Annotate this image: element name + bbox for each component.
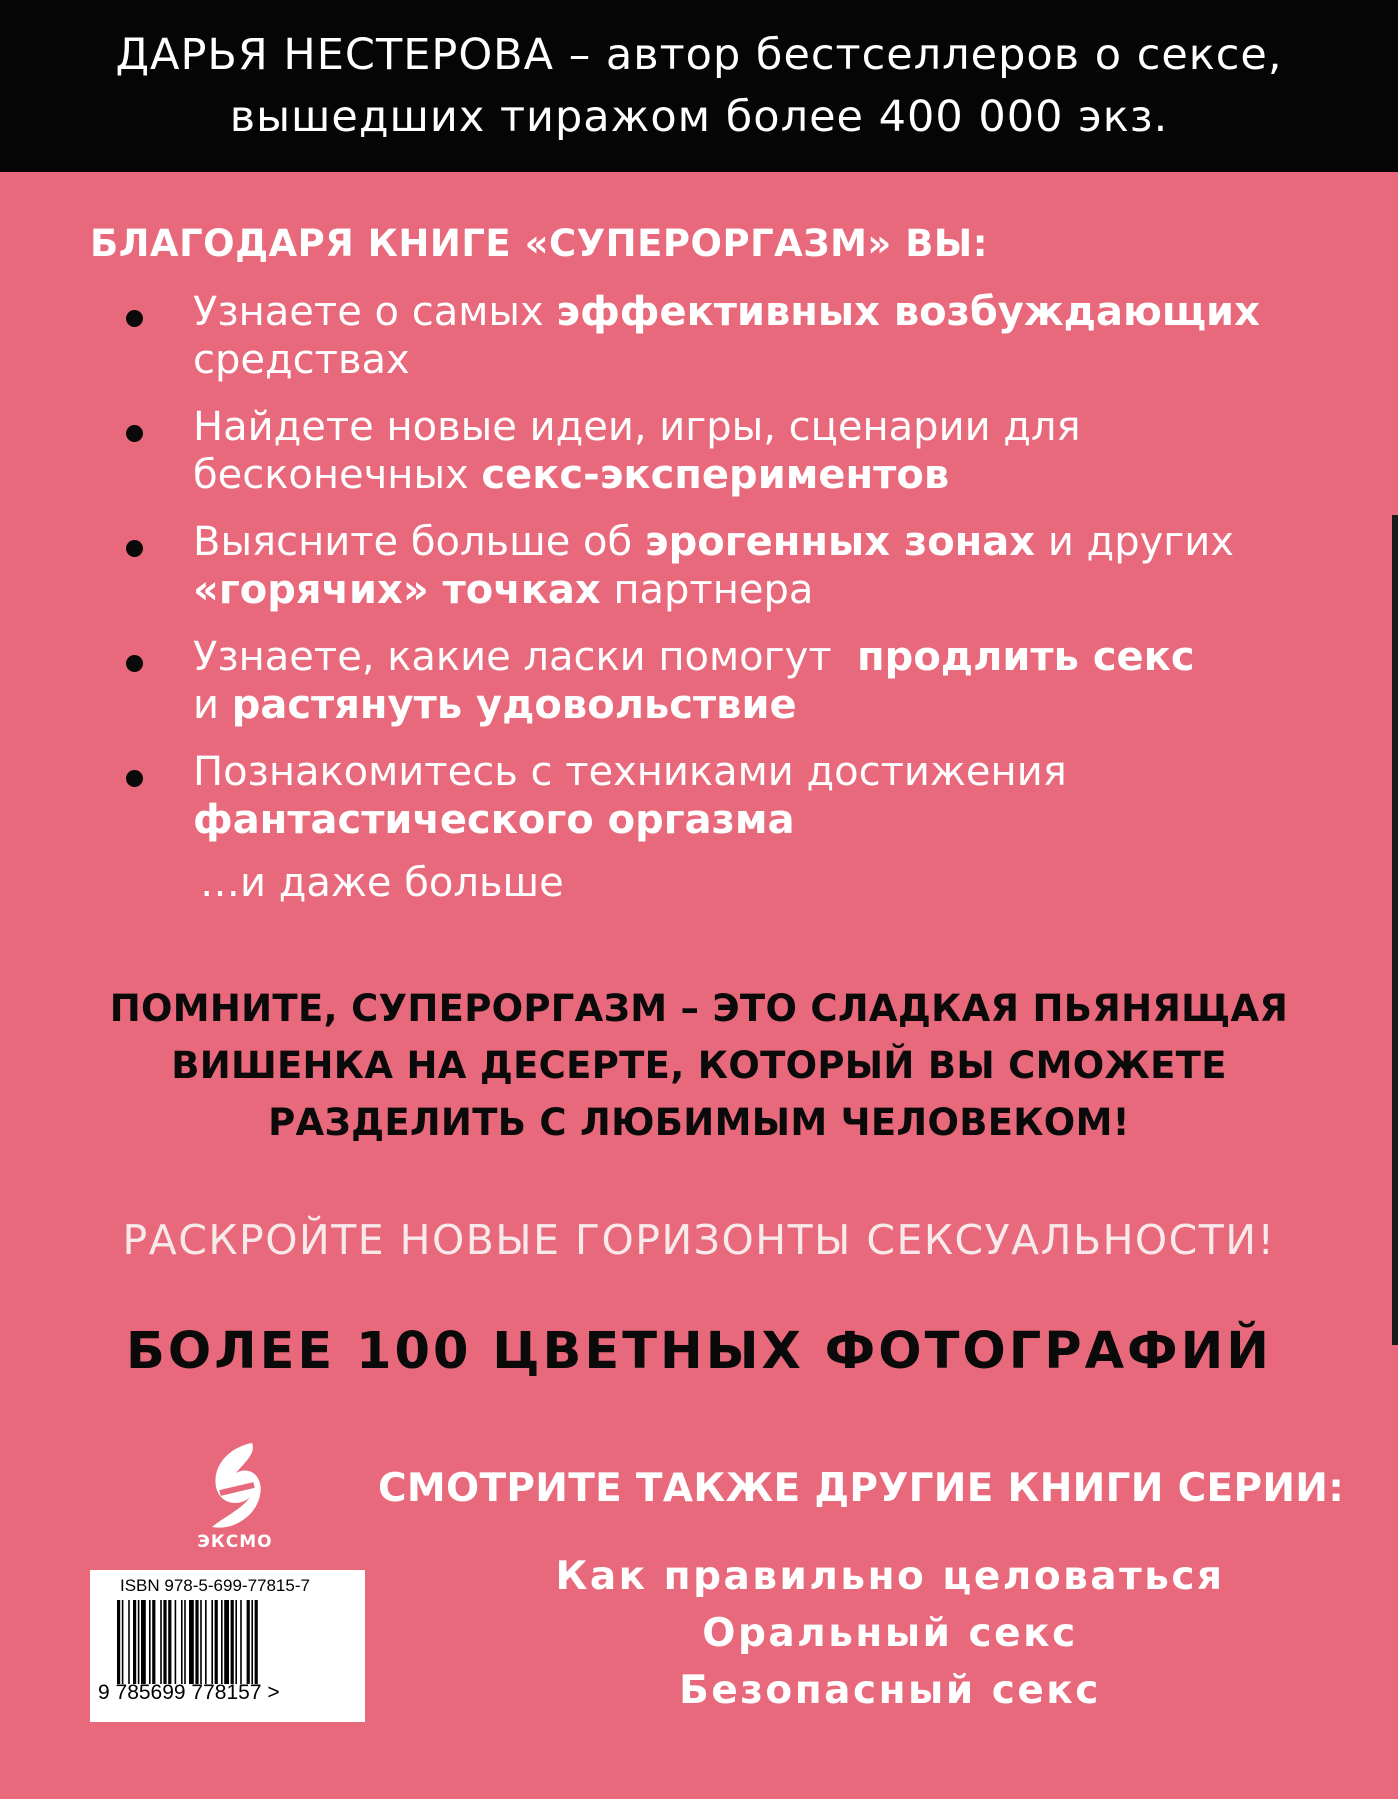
series-list — [470, 1548, 1310, 1719]
isbn-number: ISBN 978-5-699-77815-7 — [120, 1576, 310, 1595]
bullet-text-bold: эрогенных зонах — [644, 519, 1036, 565]
discover-slogan: РАСКРОЙТЕ НОВЫЕ ГОРИЗОНТЫ СЕКСУАЛЬНОСТИ! — [122, 1216, 1276, 1264]
bullet-text-bold: продлить секс — [857, 634, 1195, 680]
bullet-text: бесконечных — [193, 452, 482, 498]
bullet-text: Выясните больше об — [193, 519, 645, 565]
remember-line-3: РАЗДЕЛИТЬ С ЛЮБИМЫМ ЧЕЛОВЕКОМ! — [268, 1101, 1130, 1144]
remember-line-1: ПОМНИТЕ, СУПЕРОРГАЗМ – ЭТО СЛАДКАЯ ПЬЯНЯЩАЯ — [109, 987, 1289, 1030]
author-line-2: вышедших тиражом более 400 000 экз. — [229, 92, 1169, 142]
bullet-text: Узнаете о самых — [193, 289, 557, 335]
bullet-text-bold: секс-экспериментов — [481, 452, 950, 498]
author-banner — [0, 0, 1398, 172]
bullet-dot-icon — [126, 770, 143, 787]
bullet-text: и — [193, 682, 232, 728]
series-book-3: Безопасный секс — [679, 1668, 1101, 1713]
bullet-text: средствах — [193, 337, 410, 383]
bullet-text: Узнаете, какие ласки помогут — [193, 634, 858, 680]
author-line-1: ДАРЬЯ НЕСТЕРОВА – автор бестселлеров о сексе, — [115, 30, 1283, 80]
bullet-text: Найдете новые идеи, игры, сценарии для — [193, 404, 1081, 450]
bullet-dot-icon — [126, 655, 143, 672]
series-book-1: Как правильно целоваться — [555, 1554, 1225, 1599]
bullet-text-bold: фантастического оргазма — [193, 797, 795, 843]
bullet-dot-icon — [126, 540, 143, 557]
bullet-text-bold: эффективных возбуждающих — [556, 289, 1260, 335]
series-title: СМОТРИТЕ ТАКЖЕ ДРУГИЕ КНИГИ СЕРИИ: — [378, 1466, 1345, 1511]
bullet-text: Познакомитесь с техниками достижения — [193, 749, 1067, 795]
bullet-text: и других — [1035, 519, 1234, 565]
bullet-dot-icon — [126, 310, 143, 327]
publisher-label: ЭКСМО — [197, 1532, 273, 1552]
benefits-title: БЛАГОДАРЯ КНИГЕ «СУПЕРОРГАЗМ» ВЫ: — [90, 222, 989, 265]
barcode-digits: 9 785699 778157 > — [98, 1681, 280, 1704]
bullet-text-bold: «горячих» точках — [193, 567, 601, 613]
remember-line-2: ВИШЕНКА НА ДЕСЕРТЕ, КОТОРЫЙ ВЫ СМОЖЕТЕ — [171, 1044, 1227, 1087]
and-more-text: …и даже больше — [200, 860, 564, 906]
series-book-2: Оральный секс — [702, 1611, 1078, 1656]
bullet-text: партнера — [600, 567, 814, 613]
barcode-bars-icon — [117, 1600, 337, 1684]
photos-note: БОЛЕЕ 100 ЦВЕТНЫХ ФОТОГРАФИЙ — [125, 1322, 1272, 1381]
bullet-text-bold: растянуть удовольствие — [231, 682, 797, 728]
barcode — [90, 1570, 365, 1722]
remember-block — [0, 980, 1398, 1151]
bullet-dot-icon — [126, 425, 143, 442]
